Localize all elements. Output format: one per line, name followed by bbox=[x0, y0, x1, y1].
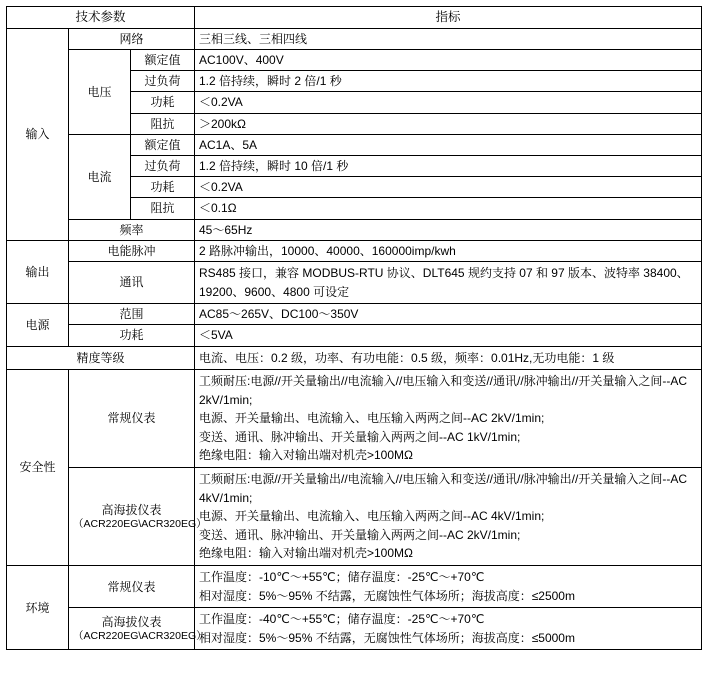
safety-normal-line-3: 变送、通讯、脉冲输出、开关量输入两两之间--AC 1kV/1min; bbox=[199, 429, 521, 444]
table-row bbox=[7, 325, 702, 346]
header-cell-index: 指标 bbox=[195, 7, 702, 29]
value-communication: RS485 接口，兼容 MODBUS-RTU 协议、DLT645 规约支持 07 和 97 版本、波特率 38400、19200、9600、4800 可设定 bbox=[195, 261, 702, 303]
safety-highalt-meter-title: 高海拔仪表 bbox=[101, 502, 162, 517]
label-voltage: 电压 bbox=[69, 50, 131, 135]
safety-normal-line-1: 工频耐压:电源//开关量输出//电流输入//电压输入和变送//通讯//脉冲输出//开关量输入之间--AC 2kV/1min; bbox=[199, 374, 688, 407]
label-safety-normal-meter: 常规仪表 bbox=[69, 370, 195, 468]
table-row bbox=[7, 261, 702, 303]
value-current-rated: AC1A、5A bbox=[195, 134, 702, 155]
value-env-normal bbox=[195, 566, 702, 608]
label-voltage-overload: 过负荷 bbox=[131, 71, 195, 92]
label-voltage-consumption: 功耗 bbox=[131, 92, 195, 113]
value-current-overload: 1.2 倍持续，瞬时 10 倍/1 秒 bbox=[195, 156, 702, 177]
table-row bbox=[7, 566, 702, 608]
value-safety-normal bbox=[195, 370, 702, 468]
label-current-impedance: 阻抗 bbox=[131, 198, 195, 219]
group-accuracy: 精度等级 bbox=[7, 346, 195, 370]
table-row bbox=[7, 240, 702, 261]
value-voltage-consumption: ＜0.2VA bbox=[195, 92, 702, 113]
value-env-highalt bbox=[195, 608, 702, 650]
safety-normal-line-2: 电源、开关量输出、电流输入、电压输入两两之间--AC 2kV/1min; bbox=[199, 411, 545, 426]
label-communication: 通讯 bbox=[69, 261, 195, 303]
table-row bbox=[7, 50, 702, 71]
safety-normal-line-4: 绝缘电阻：输入对输出端对机壳>100MΩ bbox=[199, 448, 413, 463]
table-row bbox=[7, 219, 702, 240]
env-highalt-line-1: 工作温度：-40℃～+55℃；储存温度：-25℃～+70℃ bbox=[199, 612, 485, 627]
value-current-consumption: ＜0.2VA bbox=[195, 177, 702, 198]
group-safety: 安全性 bbox=[7, 370, 69, 566]
label-current-rated: 额定值 bbox=[131, 134, 195, 155]
safety-highalt-line-3: 变送、通讯、脉冲输出、开关量输入两两之间--AC 2kV/1min; bbox=[199, 527, 521, 542]
value-safety-highalt bbox=[195, 468, 702, 566]
group-output: 输出 bbox=[7, 240, 69, 303]
env-normal-line-1: 工作温度：-10℃～+55℃；储存温度：-25℃～+70℃ bbox=[199, 570, 485, 585]
table-header-row bbox=[7, 7, 702, 29]
label-power-range: 范围 bbox=[69, 304, 195, 325]
group-environment: 环境 bbox=[7, 566, 69, 650]
label-voltage-impedance: 阻抗 bbox=[131, 113, 195, 134]
label-frequency: 频率 bbox=[69, 219, 195, 240]
table-row bbox=[7, 608, 702, 650]
table-row bbox=[7, 28, 702, 49]
value-power-range: AC85～265V、DC100～350V bbox=[195, 304, 702, 325]
label-env-highalt-meter bbox=[69, 608, 207, 650]
label-energy-pulse: 电能脉冲 bbox=[69, 240, 195, 261]
specification-table bbox=[6, 6, 702, 650]
value-network: 三相三线、三相四线 bbox=[195, 28, 702, 49]
label-current-consumption: 功耗 bbox=[131, 177, 195, 198]
group-input: 输入 bbox=[7, 28, 69, 240]
label-power-consumption: 功耗 bbox=[69, 325, 195, 346]
table-row bbox=[7, 304, 702, 325]
value-voltage-overload: 1.2 倍持续，瞬时 2 倍/1 秒 bbox=[195, 71, 702, 92]
label-voltage-rated: 额定值 bbox=[131, 50, 195, 71]
table-row bbox=[7, 468, 702, 566]
value-current-impedance: ＜0.1Ω bbox=[195, 198, 702, 219]
label-env-normal-meter: 常规仪表 bbox=[69, 566, 195, 608]
table-row bbox=[7, 346, 702, 370]
safety-highalt-line-4: 绝缘电阻：输入对输出端对机壳>100MΩ bbox=[199, 546, 413, 561]
label-current-overload: 过负荷 bbox=[131, 156, 195, 177]
group-power-supply: 电源 bbox=[7, 304, 69, 346]
table-row bbox=[7, 370, 702, 468]
label-current: 电流 bbox=[69, 134, 131, 219]
safety-highalt-meter-models: （ACR220EG\ACR320EG） bbox=[73, 517, 207, 530]
env-highalt-meter-models: （ACR220EG\ACR320EG） bbox=[73, 630, 207, 643]
value-power-consumption: ＜5VA bbox=[195, 325, 702, 346]
header-cell-parameter: 技术参数 bbox=[7, 7, 195, 29]
value-energy-pulse: 2 路脉冲输出，10000、40000、160000imp/kwh bbox=[195, 240, 702, 261]
value-voltage-impedance: ＞200kΩ bbox=[195, 113, 702, 134]
safety-highalt-line-2: 电源、开关量输出、电流输入、电压输入两两之间--AC 4kV/1min; bbox=[199, 509, 545, 524]
value-accuracy: 电流、电压：0.2 级，功率、有功电能：0.5 级，频率：0.01Hz,无功电能：1 级 bbox=[195, 346, 702, 370]
table-row bbox=[7, 134, 702, 155]
safety-highalt-line-1: 工频耐压:电源//开关量输出//电流输入//电压输入和变送//通讯//脉冲输出//开关量输入之间--AC 4kV/1min; bbox=[199, 472, 688, 505]
env-highalt-line-2: 相对湿度：5%～95% 不结露，无腐蚀性气体场所；海拔高度：≤5000m bbox=[199, 630, 575, 645]
env-highalt-meter-title: 高海拔仪表 bbox=[101, 614, 162, 629]
label-safety-highalt-meter bbox=[69, 468, 207, 566]
value-frequency: 45～65Hz bbox=[195, 219, 702, 240]
value-voltage-rated: AC100V、400V bbox=[195, 50, 702, 71]
env-normal-line-2: 相对湿度：5%～95% 不结露，无腐蚀性气体场所；海拔高度：≤2500m bbox=[199, 588, 575, 603]
label-network: 网络 bbox=[69, 28, 195, 49]
